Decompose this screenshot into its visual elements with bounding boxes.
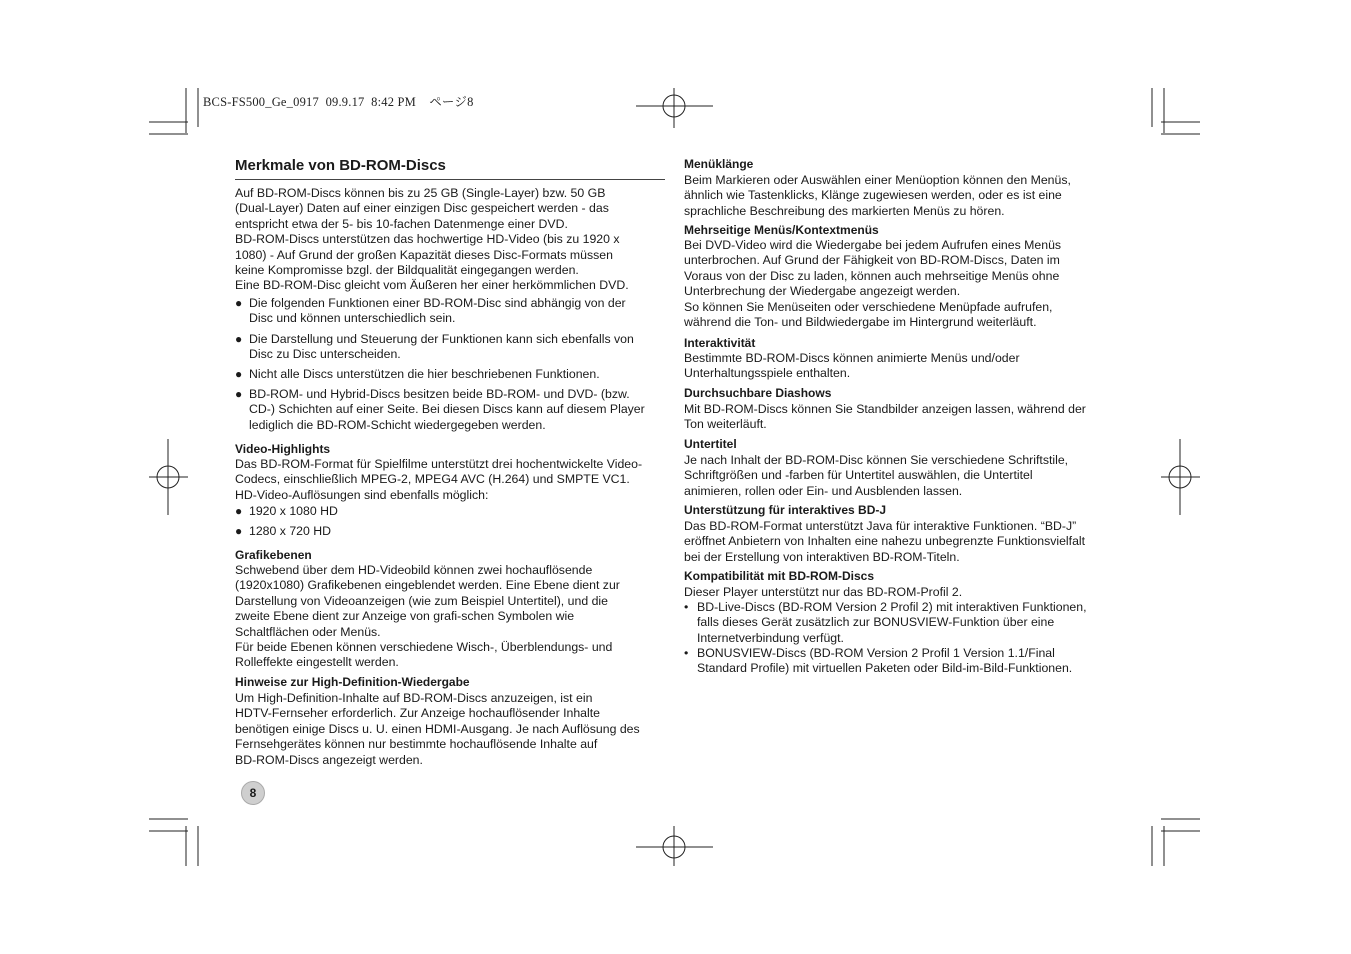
print-header: BCS-FS500_Ge_0917 09.9.17 8:42 PM ページ8: [203, 95, 474, 109]
section-heading: Hinweise zur High-Definition-Wiedergabe: [235, 675, 470, 689]
paragraph: Beim Markieren oder Auswählen einer Menüoption können den Menüs, ähnlich wie Tastenklicks, Klänge zugewiesen werden, oder es ist eine sprachliche Beschreibung des markierten Menüs zu hören.: [684, 173, 1071, 218]
list-item: ● BD-ROM- und Hybrid-Discs besitzen beide BD-ROM- und DVD- (bzw. CD-) Schichten auf einer Seite. Bei diesen Discs kann auf diesem Player lediglich die BD-ROM-Schicht wiedergegeben werden.: [235, 387, 645, 432]
list-item: ● Die folgenden Funktionen einer BD-ROM-Disc sind abhängig von der Disc und können unterschiedlich sein.: [235, 296, 626, 326]
title-underline: [235, 179, 665, 180]
registration-mark-top: [636, 88, 713, 128]
hd-paragraph: Um High-Definition-Inhalte auf BD-ROM-Discs anzuzeigen, ist ein HDTV-Fernseher erforderlich. Zur Anzeige hochauflösender Inhalte benötigen einige Discs u. U. einen HDMI-Ausgang. Je nach Auflösung des Fernsehgerätes können nur bestimmte hochauflösende Inhalte auf BD-ROM-Discs angezeigt werden.: [235, 691, 640, 767]
section-heading: Grafikebenen: [235, 548, 312, 562]
list-item: ● 1920 x 1080 HD: [235, 504, 338, 518]
paragraph: Dieser Player unterstützt nur das BD-ROM-Profil 2.: [684, 585, 963, 599]
video-paragraph: Das BD-ROM-Format für Spielfilme unterstützt drei hochentwickelte Video- Codecs, einschließlich MPEG-2, MPEG4 AVC (H.264) und SMPTE VC1. HD-Video-Auflösungen sind ebenfalls möglich:: [235, 457, 643, 502]
paragraph: Bestimmte BD-ROM-Discs können animierte Menüs und/oder Unterhaltungsspiele enthalten.: [684, 351, 1020, 381]
section-heading: Mehrseitige Menüs/Kontextmenüs: [684, 223, 879, 237]
page-title: Merkmale von BD-ROM-Discs: [235, 157, 446, 174]
section-heading: Video-Highlights: [235, 442, 331, 456]
section-heading: Durchsuchbare Diashows: [684, 386, 832, 400]
list-item: • BD-Live-Discs (BD-ROM Version 2 Profil 2) mit interaktiven Funktionen, falls dieses Gerät zusätzlich zur BONUSVIEW-Funktion über eine Internetverbindung verfügt.: [684, 600, 1087, 645]
section-heading: Menüklänge: [684, 157, 754, 171]
paragraph: Je nach Inhalt der BD-ROM-Disc können Sie verschiedene Schriftstile, Schriftgrößen und -farben für Untertitel auswählen, die Untertitel animieren, rollen oder Ein- und Ausblenden lassen.: [684, 453, 1069, 498]
list-item: ● Nicht alle Discs unterstützen die hier beschriebenen Funktionen.: [235, 367, 600, 381]
list-item: ● Die Darstellung und Steuerung der Funktionen kann sich ebenfalls von Disc zu Disc unterscheiden.: [235, 332, 634, 362]
paragraph: Das BD-ROM-Format unterstützt Java für interaktive Funktionen. “BD-J” eröffnet Anbietern von Inhalten eine nahezu unbegrenzte Funktionsvielfalt bei der Erstellung von interaktiven BD-ROM-Titeln.: [684, 519, 1086, 564]
list-item: ● 1280 x 720 HD: [235, 524, 332, 538]
graphics-paragraph: Schwebend über dem HD-Videobild können zwei hochauflösende (1920x1080) Grafikebenen eingeblendet werden. Eine Ebene dient zur Darstellung von Videoanzeigen (wie zum Beispiel Untertitel), und die zweite Ebene dient zur Anzeige von grafi-schen Symbolen wie Schaltflächen oder Menüs. Für beide Ebenen können verschiedene Wisch-, Überblendungs- und Rolleffekte eingestellt werden.: [235, 563, 620, 670]
section-heading: Untertitel: [684, 437, 737, 451]
section-heading: Kompatibilität mit BD-ROM-Discs: [684, 569, 875, 583]
section-heading: Unterstützung für interaktives BD-J: [684, 503, 887, 517]
page-number: 8: [241, 781, 265, 805]
registration-mark-bottom: [636, 826, 713, 866]
registration-mark-right: [1161, 439, 1200, 515]
registration-mark-left: [149, 439, 188, 515]
paragraph: Bei DVD-Video wird die Wiedergabe bei jedem Aufrufen eines Menüs unterbrochen. Auf Grund der Fähigkeit von BD-ROM-Discs, Daten im Voraus von der Disc zu laden, können auch mehrseitige Menüs ohne Unterbrechung der Wiedergabe angezeigt werden. So können Sie Menüseiten oder verschiedene Menüpfade aufrufen, während die Ton- und Bildwiedergabe im Hintergrund weiterläuft.: [684, 238, 1062, 330]
list-item: • BONUSVIEW-Discs (BD-ROM Version 2 Profil 1 Version 1.1/Final Standard Profile) mit virtuellen Paketen oder Bild-im-Bild-Funktionen.: [684, 646, 1073, 676]
intro-paragraph: Auf BD-ROM-Discs können bis zu 25 GB (Single-Layer) bzw. 50 GB (Dual-Layer) Daten auf einer einzigen Disc gespeichert werden - das entspricht etwa der 5- bis 10-fachen Datenmenge einer DVD. BD-ROM-Discs unterstützen das hochwertige HD-Video (bis zu 1920 x 1080) - Auf Grund der großen Kapazität dieses Disc-Formats müssen keine Kompromisse bzgl. der Bildqualität eingegangen werden. Eine BD-ROM-Disc gleicht vom Äußeren her einer herkömmlichen DVD.: [235, 186, 629, 293]
section-heading: Interaktivität: [684, 336, 756, 350]
paragraph: Mit BD-ROM-Discs können Sie Standbilder anzeigen lassen, während der Ton weiterläuft.: [684, 402, 1086, 432]
